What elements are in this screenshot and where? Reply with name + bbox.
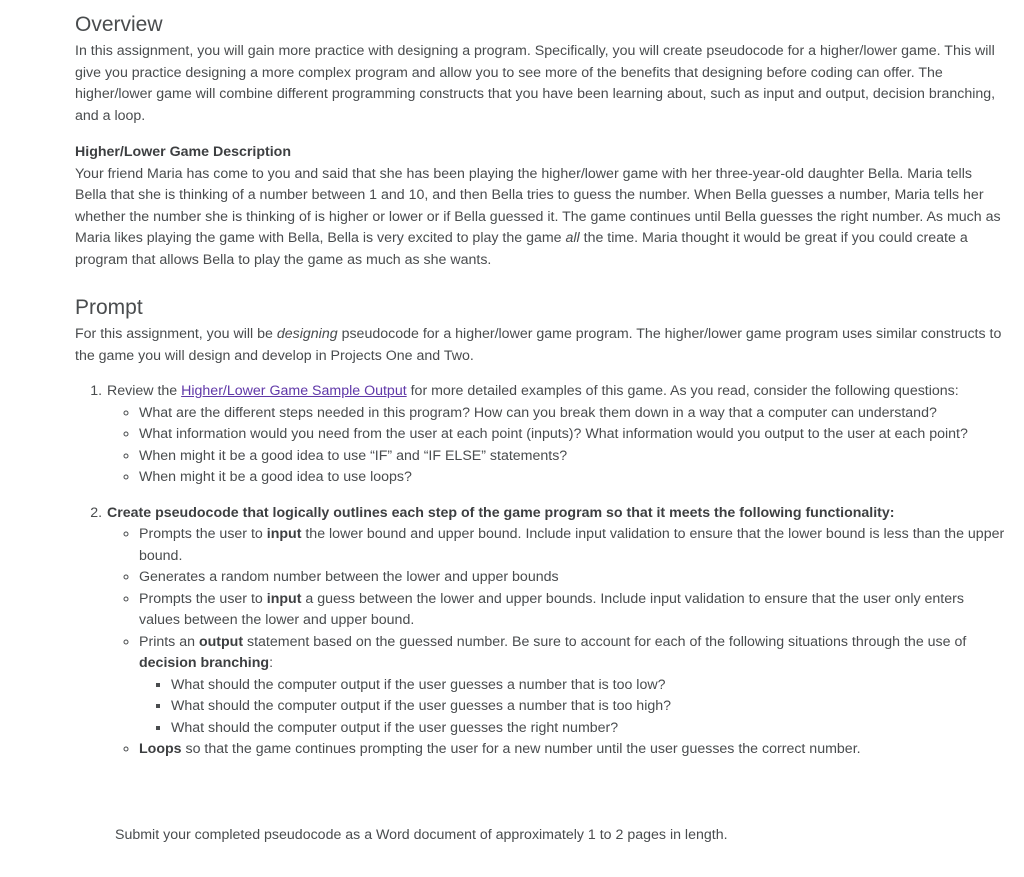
req-4-text-3: :: [269, 655, 274, 671]
req-3-text-2: a guess between the lower and upper bounds. Include input validation to ensure that the user only enters values between the lower and upper bound.: [139, 590, 964, 628]
assignment-content: [75, 10, 1005, 761]
situation-item: ▪ What should the computer output if the user guesses a number that is too high?: [171, 696, 1005, 718]
req-4-bold-2: decision branching: [139, 655, 270, 671]
sample-output-link[interactable]: Higher/Lower Game Sample Output: [181, 383, 407, 399]
requirement-item: [139, 524, 1005, 567]
step-2-heading: Create pseudocode that logically outlines each step of the game program so that it meets the following functionality:: [107, 504, 895, 521]
question-item: ◦ When might it be a good idea to use loops?: [139, 467, 1005, 489]
situation-item: ▪ What should the computer output if the user guesses the right number?: [171, 718, 1005, 740]
prompt-heading: Prompt: [75, 296, 143, 319]
requirement-item: [139, 739, 1005, 761]
description-italic: all: [565, 230, 580, 246]
question-item: ◦ When might it be a good idea to use “IF” and “IF ELSE” statements?: [139, 446, 1005, 468]
prompt-intro-italic: designing: [276, 326, 338, 342]
steps-list: [75, 381, 1005, 761]
game-description-paragraph: [75, 164, 1005, 272]
situation-item: ▪ What should the computer output if the user guesses a number that is too low?: [171, 675, 1005, 697]
overview-heading: Overview: [75, 13, 163, 36]
prompt-intro-2: pseudocode for a higher/lower game program. The higher/lower game program uses similar constructs to the game you will design and develop in Projects One and Two.: [75, 326, 1002, 364]
prompt-intro-1: For this assignment, you will be: [75, 326, 277, 342]
req-4-text-1: Prints an: [139, 633, 199, 650]
requirement-item: [139, 632, 1005, 740]
submit-instructions: Submit your completed pseudocode as a Word document of approximately 1 to 2 pages in length.: [115, 827, 728, 843]
game-description-heading: Higher/Lower Game Description: [75, 144, 292, 160]
req-4-text-2: statement based on the guessed number. Be sure to account for each of the following situations through the use of: [243, 633, 967, 650]
description-text-2: the time. Maria thought it would be great if you could create a program that allows Bella to play the game as much as she wants.: [75, 230, 968, 268]
overview-paragraph: In this assignment, you will gain more practice with designing a program. Specifically, you will create pseudocode for a higher/lower game. This will give you practice designing a more complex program and allow you to see more of the benefits that designing before coding can offer. The higher/lower game will combine different programming constructs that you have been learning about, such as input and output, decision branching, and a loop.: [75, 43, 996, 124]
situations-list: [139, 675, 1005, 740]
step-2: [106, 503, 1005, 761]
step-1: [106, 381, 1005, 489]
req-1-text-1: Prompts the user to: [139, 526, 267, 542]
step-1-text-2: for more detailed examples of this game. As you read, consider the following questions:: [406, 383, 959, 399]
question-item: ◦ What information would you need from the user at each point (inputs)? What information would you output to the user at each point?: [139, 424, 1005, 446]
prompt-intro: [75, 324, 1005, 367]
req-3-bold: input: [266, 590, 302, 607]
req-5-text: so that the game continues prompting the user for a new number until the user guesses the correct number.: [181, 741, 861, 757]
description-text-1: Your friend Maria has come to you and said that she has been playing the higher/lower game with her three-year-old daughter Bella. Maria tells Bella that she is thinking of a number between 1 and 10, and then Bella tries to guess the number. When Bella guesses a number, Maria tells her whether the number she is thinking of is higher or lower or if Bella guessed it. The game continues until Bella guesses the right number. As much as Maria likes playing the game with Bella, Bella is very excited to play the game: [75, 165, 1001, 246]
question-item: ◦ What are the different steps needed in this program? How can you break them down in a way that a computer can understand?: [139, 403, 1005, 425]
step-1-text-1: Review the: [107, 383, 182, 399]
req-3-text-1: Prompts the user to: [139, 590, 267, 607]
questions-list: [107, 403, 1005, 489]
requirement-item: [139, 589, 1005, 632]
requirements-list: [107, 524, 1005, 761]
req-4-bold: output: [198, 633, 244, 650]
req-1-text-2: the lower bound and upper bound. Include input validation to ensure that the lower bound is less than the upper bound.: [139, 526, 1005, 564]
req-1-bold: input: [266, 526, 302, 542]
req-5-bold: Loops: [139, 741, 182, 757]
requirement-item: ◦ Generates a random number between the lower and upper bounds: [139, 567, 1005, 589]
